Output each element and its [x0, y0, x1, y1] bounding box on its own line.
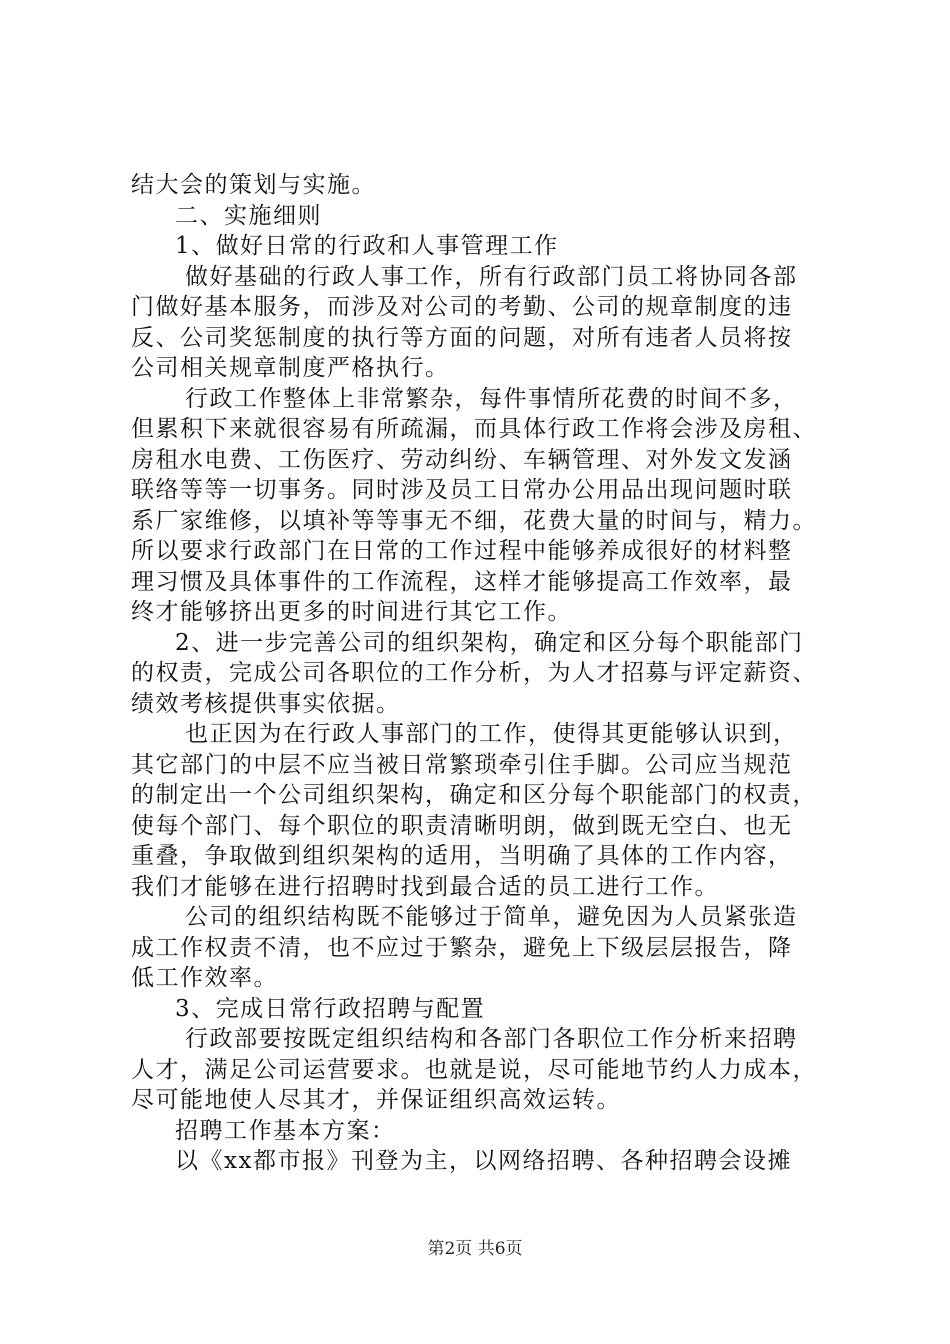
text-line: 行政部要按既定组织结构和各部门各职位工作分析来招聘 [185, 1026, 798, 1052]
text-line: 公司的组织结构既不能够过于简单，避免因为人员紧张造 [185, 904, 798, 930]
text-line: 成工作权责不清，也不应过于繁杂，避免上下级层层报告，降 [131, 934, 793, 961]
subsection-heading: 2、进一步完善公司的组织架构，确定和区分每个职能部门 [175, 629, 804, 656]
text-line: 理习惯及具体事件的工作流程，这样才能够提高工作效率，最 [131, 568, 793, 595]
text-line: 房租水电费、工伤医疗、劳动纠纷、车辆管理、对外发文发涵 [131, 446, 793, 473]
text-line: 重叠，争取做到组织架构的适用，当明确了具体的工作内容， [131, 843, 793, 869]
text-line: 人才，满足公司运营要求。也就是说，尽可能地节约人力成本， [131, 1056, 817, 1083]
subsection-heading: 1、做好日常的行政和人事管理工作 [175, 233, 559, 259]
text-line: 也正因为在行政人事部门的工作，使得其更能够认识到， [185, 721, 798, 747]
text-line: 的权责，完成公司各职位的工作分析，为人才招募与评定薪资、 [131, 660, 817, 686]
text-line: 联络等等一切事务。同时涉及员工日常办公用品出现问题时联 [131, 477, 793, 503]
text-line: 做好基础的行政人事工作，所有行政部门员工将协同各部 [185, 263, 798, 290]
text-line: 系厂家维修，以填补等等事无不细，花费大量的时间与，精力。 [131, 507, 817, 534]
text-line: 的制定出一个公司组织架构，确定和区分每个职能部门的权责， [131, 782, 817, 808]
page-number-footer: 第2页 共6页 [427, 1239, 523, 1259]
text-line: 门做好基本服务，而涉及对公司的考勤、公司的规章制度的违 [131, 294, 793, 320]
text-line: 结大会的策划与实施。 [131, 172, 376, 198]
text-line: 公司相关规章制度严格执行。 [131, 355, 450, 381]
text-line: 招聘工作基本方案： [175, 1117, 396, 1144]
text-line: 尽可能地使人尽其才，并保证组织高效运转。 [131, 1087, 621, 1113]
text-line: 反、公司奖惩制度的执行等方面的问题，对所有违者人员将按 [131, 324, 793, 351]
text-line: 低工作效率。 [131, 965, 278, 991]
text-line: 使每个部门、每个职位的职责清晰明朗，做到既无空白、也无 [131, 812, 793, 839]
text-line: 终才能够挤出更多的时间进行其它工作。 [131, 599, 572, 625]
text-line: 行政工作整体上非常繁杂，每件事情所花费的时间不多， [185, 385, 798, 412]
text-line: 但累积下来就很容易有所疏漏，而具体行政工作将会涉及房租、 [131, 416, 817, 442]
text-line: 以《xx都市报》刊登为主，以网络招聘、各种招聘会设摊 [175, 1148, 792, 1174]
text-line: 我们才能够在进行招聘时找到最合适的员工进行工作。 [131, 873, 719, 900]
text-line: 所以要求行政部门在日常的工作过程中能够养成很好的材料整 [131, 538, 793, 564]
subsection-heading: 3、完成日常行政招聘与配置 [175, 995, 486, 1022]
text-line: 绩效考核提供事实依据。 [131, 690, 401, 717]
section-heading: 二、实施细则 [175, 202, 322, 229]
text-line: 其它部门的中层不应当被日常繁琐牵引住手脚。公司应当规范 [131, 751, 793, 778]
